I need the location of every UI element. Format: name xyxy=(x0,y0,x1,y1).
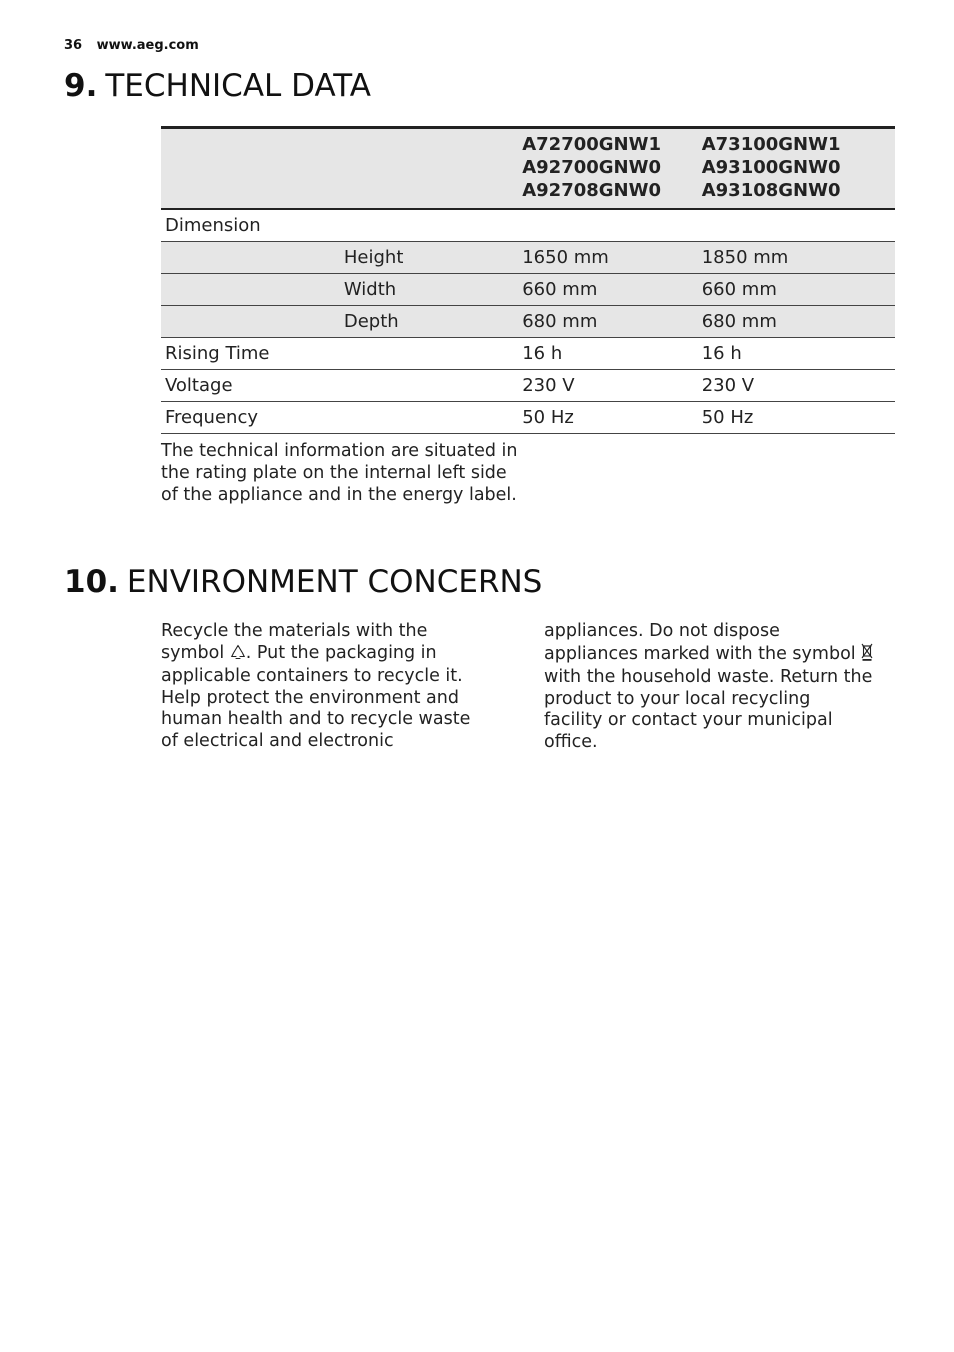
header-empty-cell xyxy=(340,128,518,210)
row-value: 1650 mm xyxy=(522,246,609,268)
table-row-voltage xyxy=(161,369,895,401)
header-empty-cell xyxy=(161,128,340,210)
text-fragment: . Put the packaging in applicable containers to recycle it. Help protect the environment and human health and to recycle waste of electrical and electronic xyxy=(161,642,471,751)
environment-text-right xyxy=(544,621,874,753)
technical-note: The technical information are situated in the rating plate on the internal left side of the appliance and in the energy label. xyxy=(161,441,518,505)
row-value: 230 V xyxy=(522,374,575,396)
website-link[interactable]: www.aeg.com xyxy=(96,38,199,53)
row-value: 50 Hz xyxy=(701,406,754,428)
crossed-bin-icon xyxy=(861,643,873,668)
section-title-text: TECHNICAL DATA xyxy=(105,68,372,104)
row-label: Dimension xyxy=(165,214,261,236)
technical-data-table xyxy=(161,126,895,434)
row-sublabel: Depth xyxy=(343,310,399,332)
header-model-group-2 xyxy=(698,128,895,210)
model-number: A73100GNW1 xyxy=(701,134,841,155)
section-title-text: ENVIRONMENT CONCERNS xyxy=(126,564,543,600)
row-sublabel: Width xyxy=(343,278,397,300)
recycle-icon xyxy=(230,644,246,667)
row-value: 660 mm xyxy=(522,278,598,300)
text-fragment: appliances. Do not dispose appliances marked with the symbol xyxy=(544,621,856,664)
row-value: 16 h xyxy=(522,342,563,364)
model-number: A93108GNW0 xyxy=(701,180,841,201)
table-row-dimension xyxy=(161,209,895,241)
row-label: Rising Time xyxy=(165,342,270,364)
table-row-height xyxy=(161,241,895,273)
table-header-row xyxy=(161,128,895,210)
row-sublabel: Height xyxy=(343,246,404,268)
row-value: 680 mm xyxy=(522,310,598,332)
model-number: A92700GNW0 xyxy=(522,157,661,178)
model-number: A93100GNW0 xyxy=(701,157,841,178)
model-number: A92708GNW0 xyxy=(522,180,661,201)
section-number: 10. xyxy=(64,564,119,600)
row-label: Frequency xyxy=(165,406,258,428)
table-row-rising-time xyxy=(161,337,895,369)
section-number: 9. xyxy=(64,68,98,104)
text-fragment: with the household waste. Return the product to your local recycling facility or contact your municipal office. xyxy=(544,667,873,752)
section-title-technical-data xyxy=(64,68,371,104)
table-row-width xyxy=(161,273,895,305)
row-value: 1850 mm xyxy=(701,246,789,268)
row-value: 16 h xyxy=(701,342,742,364)
table-row-frequency xyxy=(161,401,895,433)
header-model-group-1 xyxy=(518,128,698,210)
page-header xyxy=(64,38,199,53)
row-label: Voltage xyxy=(165,374,233,396)
environment-text-left xyxy=(161,621,491,752)
row-value: 660 mm xyxy=(701,278,777,300)
text-fragment: Recycle the materials with the symbol xyxy=(161,621,428,663)
row-value: 680 mm xyxy=(701,310,777,332)
row-value: 230 V xyxy=(701,374,755,396)
table-row-depth xyxy=(161,305,895,337)
model-number: A72700GNW1 xyxy=(522,134,661,155)
section-title-environment-concerns xyxy=(64,564,542,600)
row-value: 50 Hz xyxy=(522,406,574,428)
page-number: 36 xyxy=(64,38,83,53)
